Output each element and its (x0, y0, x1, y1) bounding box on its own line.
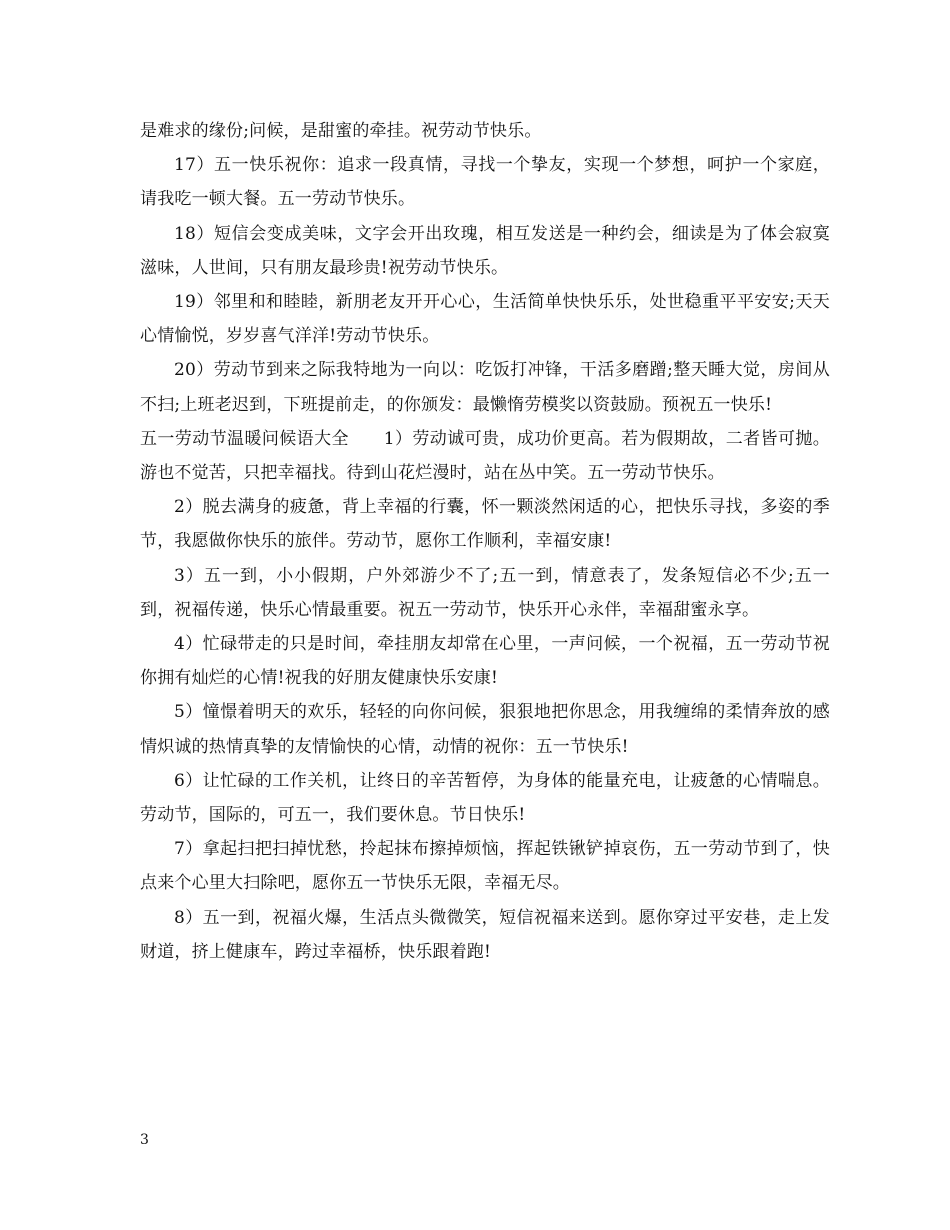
paragraph: 17）五一快乐祝你：追求一段真情，寻找一个挚友，实现一个梦想，呵护一个家庭，请我吃一顿大餐。五一劳动节快乐。 (140, 155, 830, 210)
paragraph: 4）忙碌带走的只是时间，牵挂朋友却常在心里，一声问候，一个祝福，五一劳动节祝你拥有灿烂的心情!祝我的好朋友健康快乐安康! (140, 634, 830, 689)
paragraph: 是难求的缘份;问候，是甜蜜的牵挂。祝劳动节快乐。 (140, 121, 542, 141)
paragraph: 3）五一到，小小假期，户外郊游少不了;五一到，情意表了，发条短信必不少;五一到，祝福传递，快乐心情最重要。祝五一劳动节，快乐开心永伴，幸福甜蜜永享。 (140, 565, 830, 620)
paragraph: 7）拿起扫把扫掉忧愁，拎起抹布擦掉烦恼，挥起铁锹铲掉哀伤，五一劳动节到了，快点来个心里大扫除吧，愿你五一节快乐无限，幸福无尽。 (140, 839, 830, 894)
paragraph: 5）憧憬着明天的欢乐，轻轻的向你问候，狠狠地把你思念，用我缠绵的柔情奔放的感情炽诚的热情真挚的友情愉快的心情，动情的祝你：五一节快乐! (140, 702, 830, 757)
paragraph: 6）让忙碌的工作关机，让终日的辛苦暂停，为身体的能量充电，让疲惫的心情喘息。劳动节，国际的，可五一，我们要休息。节日快乐! (140, 770, 830, 826)
document-body (140, 114, 830, 969)
paragraph: 五一劳动节温暖问候语大全 1）劳动诚可贵，成功价更高。若为假期故，二者皆可抛。游也不觉苦，只把幸福找。待到山花烂漫时，站在丛中笑。五一劳动节快乐。 (140, 428, 830, 484)
paragraph: 19）邻里和和睦睦，新朋老友开开心心，生活简单快快乐乐，处世稳重平平安安;天天心情愉悦，岁岁喜气洋洋!劳动节快乐。 (140, 292, 830, 347)
paragraph: 2）脱去满身的疲惫，背上幸福的行囊，怀一颗淡然闲适的心，把快乐寻找，多姿的季节，我愿做你快乐的旅伴。劳动节，愿你工作顺利，幸福安康! (140, 497, 830, 552)
paragraph: 8）五一到，祝福火爆，生活点头微微笑，短信祝福来送到。愿你穿过平安巷，走上发财道，挤上健康车，跨过幸福桥，快乐跟着跑! (140, 907, 830, 962)
page-number: 3 (140, 1132, 149, 1148)
paragraph: 20）劳动节到来之际我特地为一向以：吃饭打冲锋，干活多磨蹭;整天睡大觉，房间从不扫;上班老迟到，下班提前走，的你颁发：最懒惰劳模奖以资鼓励。预祝五一快乐! (140, 360, 830, 415)
paragraph: 18）短信会变成美味，文字会开出玫瑰，相互发送是一种约会，细读是为了体会寂寞滋味，人世间，只有朋友最珍贵!祝劳动节快乐。 (140, 223, 830, 278)
